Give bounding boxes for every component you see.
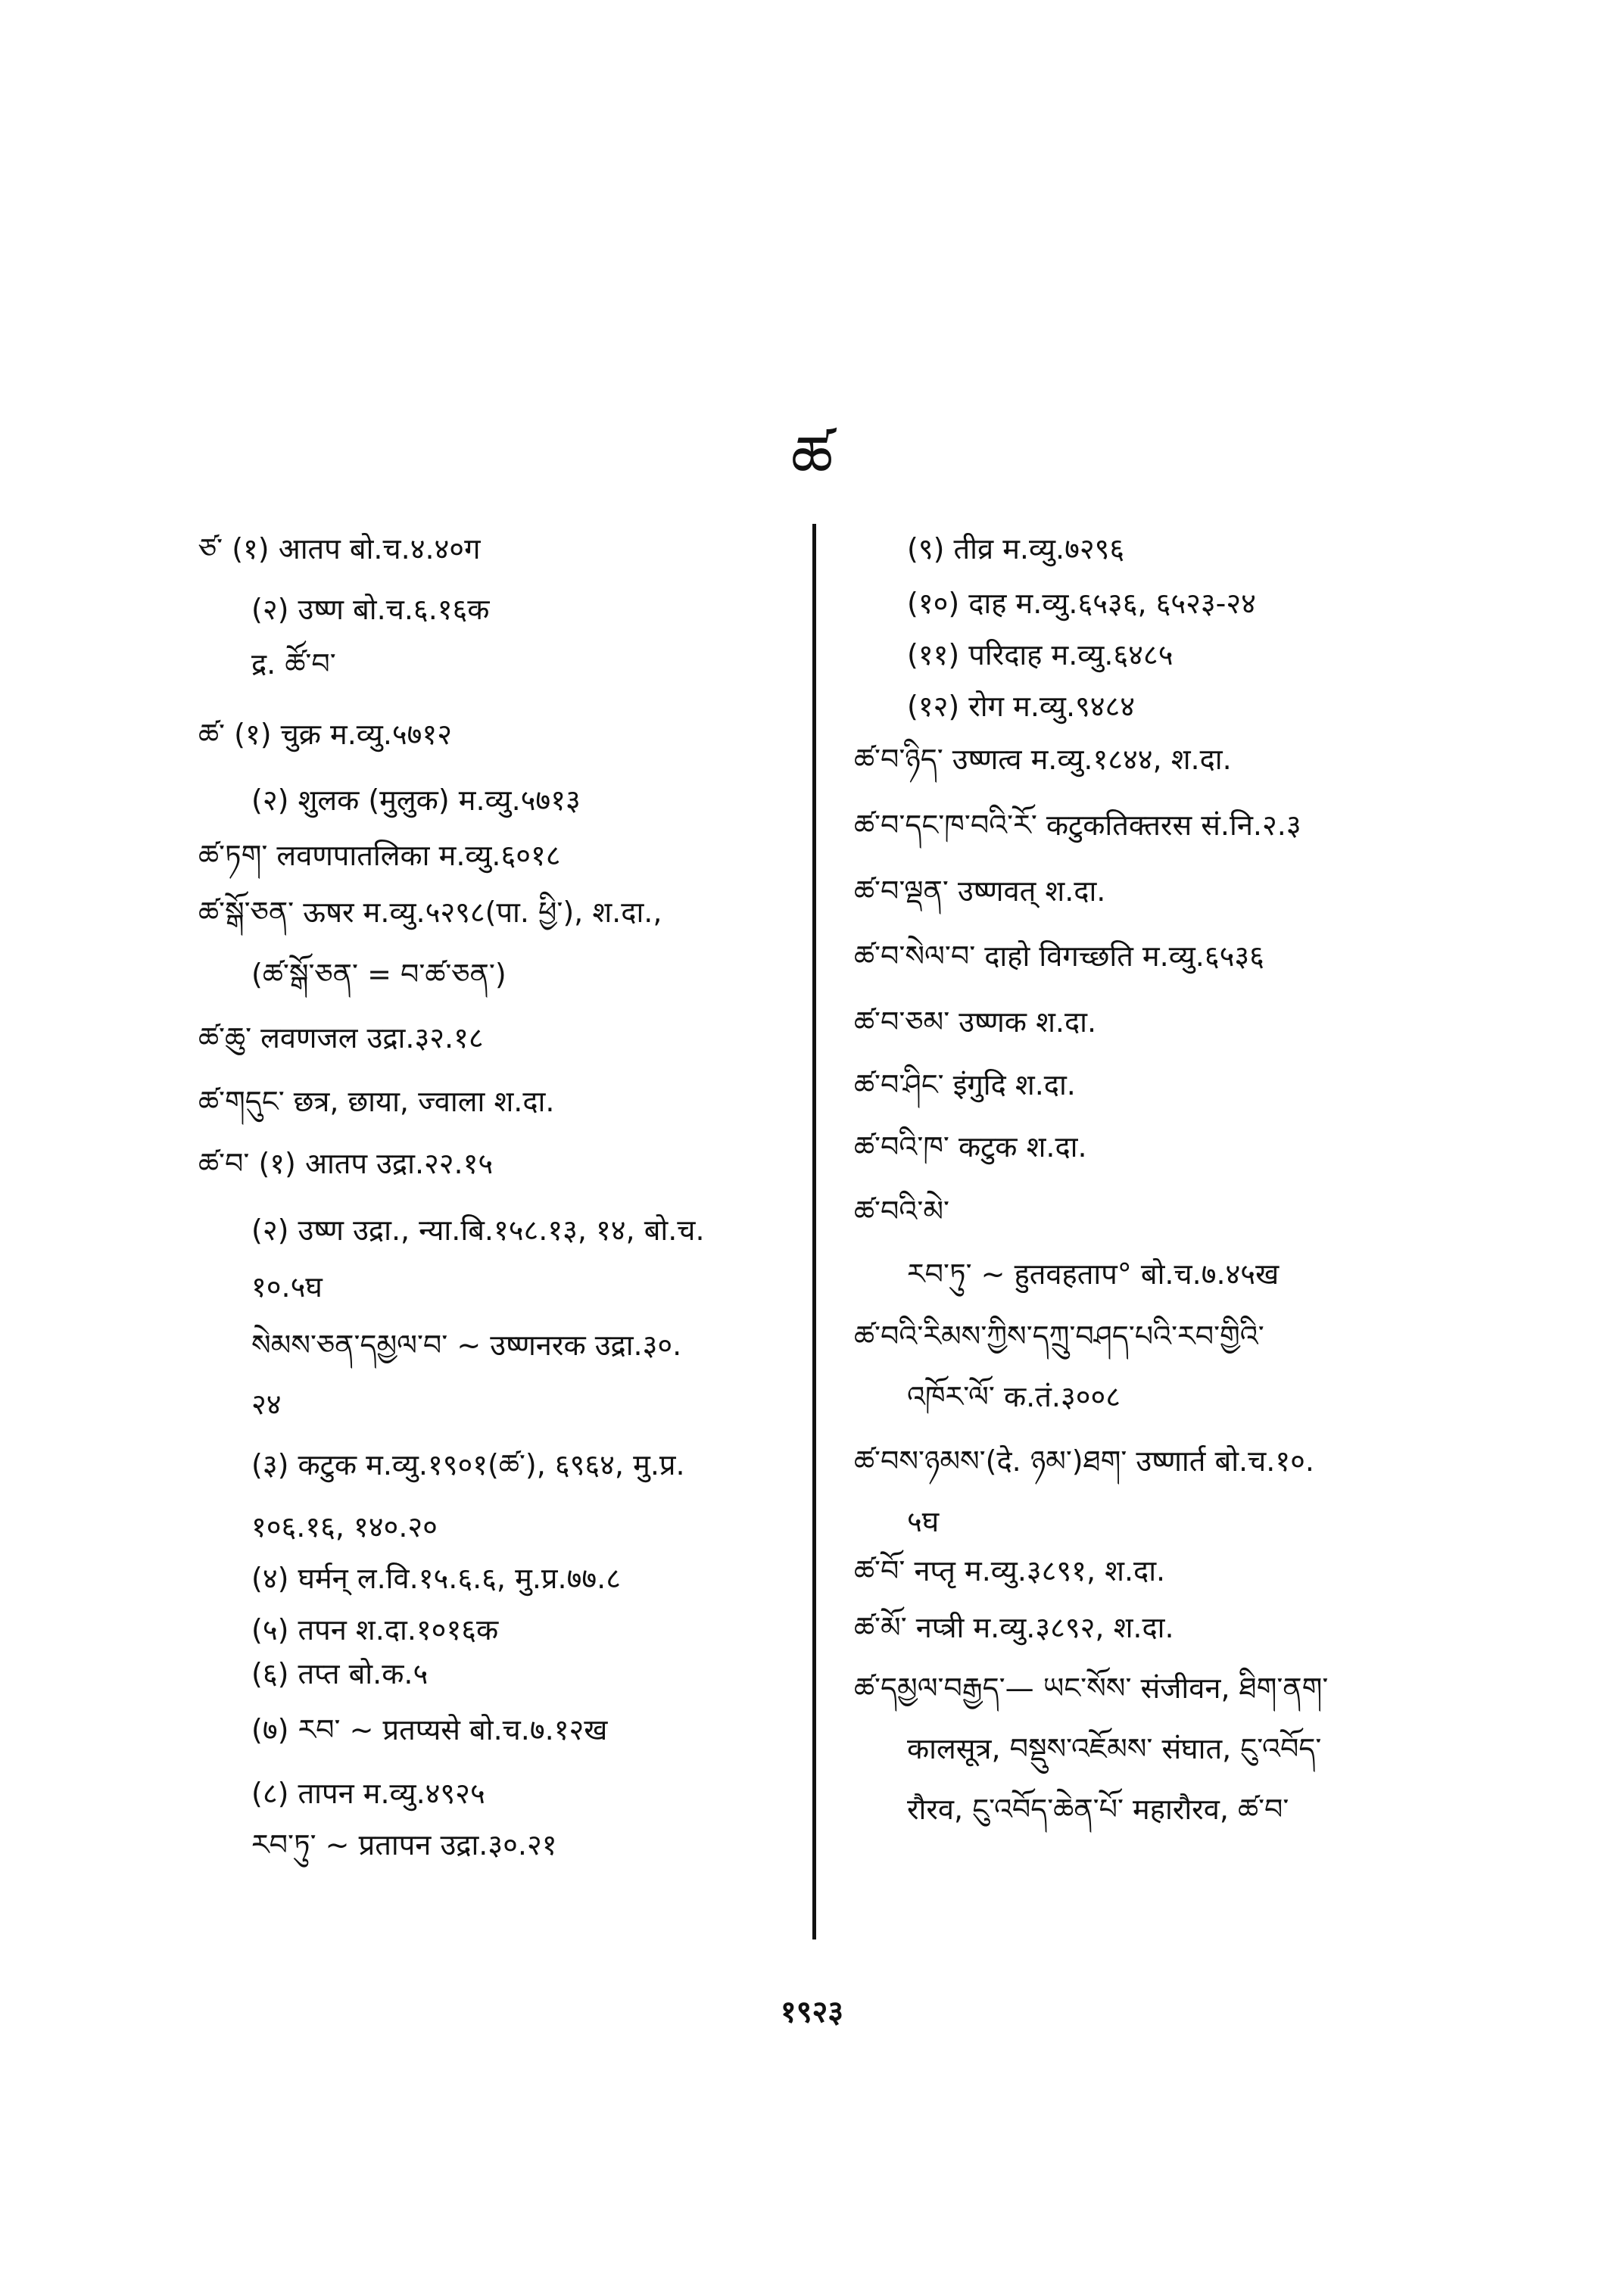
entry-line: २४ (251, 1388, 282, 1421)
entry-line: ཚ་བ་ཉིད་ उष्णत्व म.व्यु.१८४४, श.दा. (854, 743, 1232, 776)
page-heading: ཚ (790, 424, 834, 492)
entry-line: ཚ་སྒོ་ཅན་ ऊषर म.व्यु.५२९८(पा. ཕྱི་), श.दा., (198, 896, 662, 929)
entry-line: ཚ་བ་ (१) आतप उद्रा.२२.१५ (198, 1147, 494, 1180)
entry-line: རབ་ཏུ་ ~ हुतवहताप° बो.च.७.४५ख (907, 1257, 1280, 1291)
entry-line: (४) घर्मन् ल.वि.१५.६.६, मु.प्र.७७.८ (251, 1562, 621, 1595)
entry-line: (ཚ་སྒོ་ཅན་ = བ་ཚ་ཅན་) (251, 958, 507, 991)
entry-line: ཚ་བའི་ཁ་ कटुक श.दा. (854, 1130, 1087, 1164)
entry-line: ५घ (907, 1505, 940, 1538)
entry-line: १०.५घ (251, 1270, 323, 1304)
column-divider (812, 524, 816, 1939)
entry-line: ཚ་བའི་རིམས་ཀྱིས་དཀྲུ་བཤད་པའི་རབ་གྱིའི་ (854, 1319, 1264, 1353)
entry-line: (८) तापन म.व्यु.४९२५ (251, 1777, 485, 1810)
entry-line: སེམས་ཅན་དམྱལ་བ་ ~ उष्णनरक उद्रा.३०. (251, 1329, 682, 1362)
entry-line: (६) तप्त बो.क.५ (251, 1657, 429, 1690)
entry-line: (१०) दाह म.व्यु.६५३६, ६५२३-२४ (907, 587, 1256, 620)
entry-line: कालसूत्र, བསྡུས་འཇོམས་ संघात, ངུ་འབོད་ (907, 1732, 1322, 1765)
entry-line: (९) तीव्र म.व्यु.७२९६ (907, 532, 1125, 565)
entry-line: (१२) रोग म.व्यु.९४८४ (907, 690, 1136, 723)
entry-line: ཚ་ཆུ་ लवणजल उद्रा.३२.१८ (198, 1021, 484, 1055)
entry-line: (७) རབ་ ~ प्रतप्यसे बो.च.७.१२ख (251, 1713, 608, 1746)
entry-line: ཚ་ (१) चुक्र म.व्यु.५७१२ (198, 718, 452, 751)
entry-line: ཚ་བོ་ नप्तृ म.व्यु.३८९१, श.दा. (854, 1554, 1166, 1587)
entry-line: ཚ་བ་སེལ་བ་ दाहो विगच्छति म.व्यु.६५३६ (854, 939, 1264, 973)
entry-line: (२) शुलक (मुलुक) म.व्यु.५७१३ (251, 784, 581, 817)
entry-line: (३) कटुक म.व्यु.१९०१(ཚ་), ६९६४, मु.प्र. (251, 1448, 685, 1481)
entry-line: १०६.१६, १४०.२० (251, 1510, 438, 1544)
entry-line: (२) उष्ण बो.च.६.१६क (251, 593, 490, 626)
entry-line: द्र. ཚོ་བ་ (251, 647, 336, 681)
entry-line: ཚ་གདུང་ छत्र, छाया, ज्वाला श.दा. (198, 1085, 555, 1118)
entry-line: (५) तपन श.दा.१०१६क (251, 1613, 499, 1647)
entry-line: ཙ་ (१) आतप बो.च.४.४०ग (198, 532, 481, 565)
entry-line: (११) परिदाह म.व्यु.६४८५ (907, 638, 1174, 671)
entry-line: ཚ་བ་དང་ཁ་བའི་རོ་ कटुकतिक्तरस सं.नि.२.३ (854, 808, 1301, 842)
entry-line: འཁོར་ལོ་ क.तं.३००८ (907, 1380, 1121, 1413)
entry-line: ཚ་བ་ཤིང་ इंगुदि श.दा. (854, 1068, 1076, 1101)
entry-line: ཚ་བ་ལྡན་ उष्णवत् श.दा. (854, 874, 1106, 908)
entry-line: ཚ་བའི་མེ་ (854, 1195, 949, 1228)
entry-line: (२) उष्ण उद्रा., न्या.बि.१५८.१३, १४, बो.च. (251, 1213, 705, 1247)
entry-line: ཚ་མོ་ नप्त्री म.व्यु.३८९२, श.दा. (854, 1611, 1174, 1644)
entry-line: རབ་ཏུ་ ~ प्रतापन उद्रा.३०.२१ (251, 1828, 557, 1862)
entry-line: ཚ་བ་ཅམ་ उष्णक श.दा. (854, 1005, 1097, 1039)
entry-line: ཚ་ཏག་ लवणपातलिका म.व्यु.६०१८ (198, 839, 561, 872)
page-number: १९२३ (780, 1995, 844, 2030)
entry-line: ཚ་དམྱལ་བརྒྱད་— ཡང་སོས་ संजीवन, ཐིག་ནག་ (854, 1671, 1329, 1705)
entry-line: ཚ་བས་ཉམས་(दे. ཉམ་)ཐག་ उष्णार्त बो.च.१०. (854, 1444, 1314, 1478)
entry-line: रौरव, ངུ་འབོད་ཆེན་པོ་ महारौरव, ཚ་བ་ (907, 1793, 1289, 1826)
